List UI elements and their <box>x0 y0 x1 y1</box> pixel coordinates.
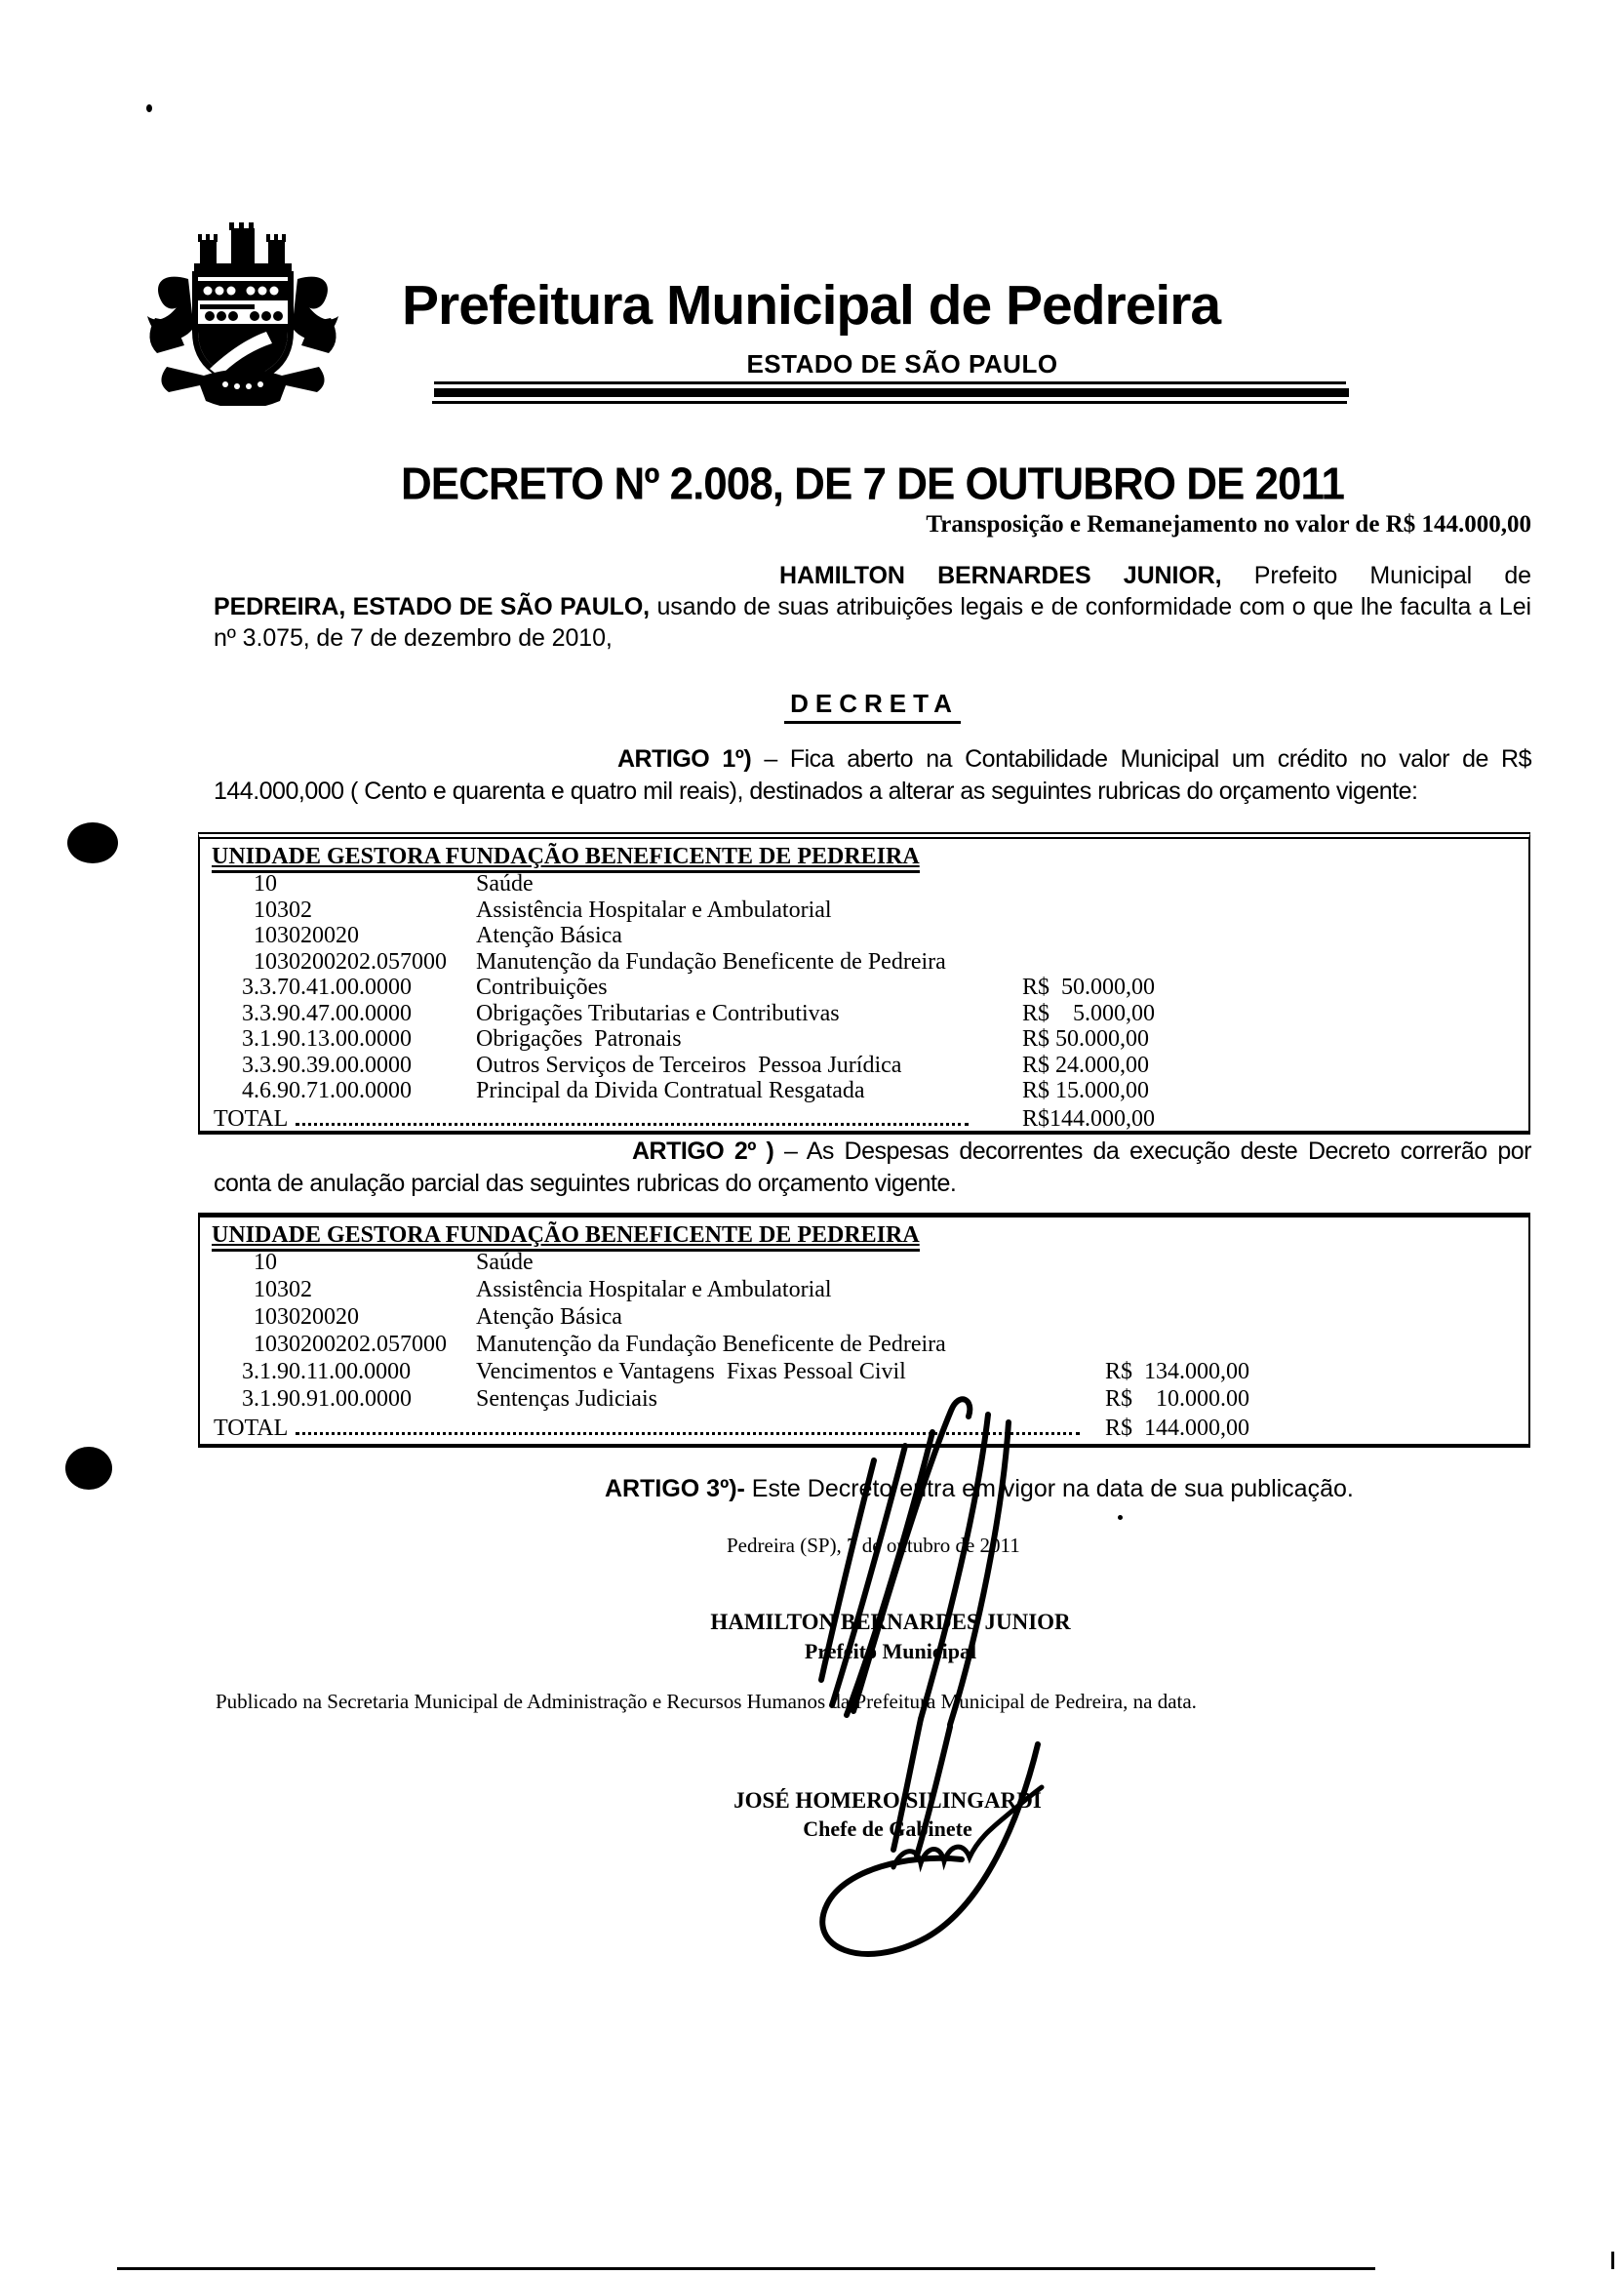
cell-desc: Principal da Divida Contratual Resgatada <box>476 1078 865 1103</box>
cell-desc: Manutenção da Fundação Beneficente de Pedreira <box>476 1332 946 1357</box>
table-title: UNIDADE GESTORA FUNDAÇÃO BENEFICENTE DE PEDREIRA <box>200 1217 1528 1250</box>
table-row <box>200 1250 1528 1277</box>
table-row <box>200 1053 1528 1079</box>
scan-speck <box>1118 1515 1123 1520</box>
artigo2-label: ARTIGO 2º ) <box>632 1138 774 1165</box>
cell-desc: Outros Serviços de Terceiros Pessoa Jurídica <box>476 1052 902 1078</box>
cell-code: 1030200202.057000 <box>254 1332 447 1357</box>
table-row <box>200 871 1528 898</box>
publication-line: Publicado na Secretaria Municipal de Administração e Recursos Humanos da Prefeitura Municipal de Pedreira, na data. <box>216 1690 1197 1713</box>
signer2-name: JOSÉ HOMERO SILINGARDI <box>733 1788 1042 1813</box>
cell-code: 3.1.90.13.00.0000 <box>242 1026 412 1052</box>
cell-desc: Saúde <box>476 871 534 897</box>
table-row <box>200 1304 1528 1332</box>
punch-hole-bottom <box>65 1447 112 1490</box>
cell-desc: Obrigações Tributarias e Contributivas <box>476 1000 840 1026</box>
cell-code: 3.3.70.41.00.0000 <box>242 975 412 1000</box>
scan-edge-mark <box>1611 2252 1614 2269</box>
artigo3-line: ARTIGO 3º)- Este Decreto entra em vigor na data de sua publicação. <box>605 1475 1354 1502</box>
cell-desc: Atenção Básica <box>476 923 622 948</box>
cell-code: 103020020 <box>254 1304 359 1330</box>
header-rule-thin <box>434 381 1346 384</box>
artigo3-label: ARTIGO 3º)- <box>605 1475 745 1502</box>
table-row <box>200 1386 1528 1414</box>
signer1-role: Prefeito Municipal <box>804 1639 977 1663</box>
table-row <box>200 949 1528 976</box>
dotted-leader <box>296 1104 969 1126</box>
cell-val: R$ 5.000,00 <box>1022 1000 1156 1026</box>
table-row <box>200 1277 1528 1304</box>
decree-subtitle: Transposição e Remanejamento no valor de R$ 144.000,00 <box>926 511 1531 538</box>
cell-desc: Sentenças Judiciais <box>476 1386 657 1412</box>
dotted-leader <box>296 1414 1080 1435</box>
cell-desc: Assistência Hospitalar e Ambulatorial <box>476 897 832 923</box>
budget-table-annulments <box>198 1213 1530 1448</box>
header-rule-bottom <box>432 401 1347 404</box>
artigo1-paragraph: ARTIGO 1º) – Fica aberto na Contabilidade Municipal um crédito no valor de R$ 144.000,000 ( Cento e quarenta e quatro mil reais), destinados a alterar as seguintes rubricas do orçamento vigente: <box>214 745 1531 805</box>
cell-desc: Saúde <box>476 1250 534 1275</box>
table-rows <box>200 871 1528 1104</box>
table-row <box>200 975 1528 1001</box>
header-rule-thick <box>434 388 1349 397</box>
cell-code: 3.3.90.47.00.0000 <box>242 1000 412 1026</box>
artigo2-paragraph: ARTIGO 2º ) – As Despesas decorrentes da execução deste Decreto correrão por conta de anulação parcial das seguintes rubricas do orçamento vigente. <box>214 1138 1531 1197</box>
cell-desc: Contribuições <box>476 975 608 1000</box>
signer2-role: Chefe de Gabinete <box>803 1816 972 1841</box>
punch-hole-top <box>67 822 118 863</box>
cell-desc: Assistência Hospitalar e Ambulatorial <box>476 1277 832 1302</box>
cell-desc: Vencimentos e Vantagens Fixas Pessoal Civil <box>476 1359 906 1384</box>
cell-val: R$ 134.000,00 <box>1105 1359 1250 1384</box>
signer1-name: HAMILTON BERNARDES JUNIOR <box>710 1610 1071 1634</box>
table-row <box>200 1359 1528 1386</box>
cell-val: R$ 15.000,00 <box>1022 1078 1150 1103</box>
total-label: TOTAL <box>214 1416 289 1441</box>
cell-val: R$ 24.000,00 <box>1022 1052 1150 1078</box>
table-row <box>200 1001 1528 1027</box>
table-total-row <box>200 1414 1528 1441</box>
cell-code: 4.6.90.71.00.0000 <box>242 1078 412 1103</box>
cell-code: 10302 <box>254 897 312 923</box>
cell-code: 10 <box>254 1250 277 1275</box>
cell-desc: Atenção Básica <box>476 1304 622 1330</box>
org-name: Prefeitura Municipal de Pedreira <box>402 274 1221 337</box>
scan-speck <box>146 104 152 112</box>
table-row <box>200 1078 1528 1104</box>
table-row <box>200 1332 1528 1359</box>
city-name-inline: PEDREIRA, ESTADO DE SÃO PAULO, <box>214 593 651 620</box>
signer-name-inline: HAMILTON BERNARDES JUNIOR, <box>779 562 1222 589</box>
table-title: UNIDADE GESTORA FUNDAÇÃO BENEFICENTE DE PEDREIRA <box>200 839 1528 871</box>
table-row <box>200 923 1528 949</box>
artigo1-label: ARTIGO 1º) <box>617 745 752 773</box>
table-rows <box>200 1250 1528 1414</box>
cell-code: 10 <box>254 871 277 897</box>
decree-title: DECRETO Nº 2.008, DE 7 DE OUTUBRO DE 2011 <box>400 459 1345 510</box>
cell-code: 3.1.90.91.00.0000 <box>242 1386 412 1412</box>
cell-code: 1030200202.057000 <box>254 948 447 975</box>
budget-table-credits <box>198 832 1530 1135</box>
total-value: R$ 144.000,00 <box>1105 1416 1250 1441</box>
cell-val: R$ 10.000.00 <box>1105 1386 1250 1412</box>
cell-code: 3.3.90.39.00.0000 <box>242 1052 412 1078</box>
coat-of-arms-icon <box>141 220 344 406</box>
preamble-paragraph: HAMILTON BERNARDES JUNIOR, Prefeito Municipal de PEDREIRA, ESTADO DE SÃO PAULO, usando de suas atribuições legais e de conformidade com o que lhe faculta a Lei nº 3.075, de 7 de dezembro de 2010, <box>214 562 1531 652</box>
cell-code: 103020020 <box>254 923 359 948</box>
table-total-row <box>200 1104 1528 1132</box>
total-value: R$144.000,00 <box>1022 1105 1156 1132</box>
table-row <box>200 898 1528 924</box>
cell-desc: Manutenção da Fundação Beneficente de Pedreira <box>476 948 946 975</box>
table-row <box>200 1026 1528 1053</box>
state-line: ESTADO DE SÃO PAULO <box>746 349 1058 379</box>
cell-code: 10302 <box>254 1277 312 1302</box>
cell-desc: Obrigações Patronais <box>476 1026 682 1052</box>
date-line: Pedreira (SP), 7 de outubro de 2011 <box>727 1534 1020 1557</box>
cell-val: R$ 50.000,00 <box>1022 975 1156 1000</box>
cell-code: 3.1.90.11.00.0000 <box>242 1359 412 1384</box>
decreta-heading: DECRETA <box>214 689 1531 724</box>
total-label: TOTAL <box>214 1105 289 1132</box>
cell-val: R$ 50.000,00 <box>1022 1026 1150 1052</box>
page-bottom-scan-line <box>117 2267 1375 2270</box>
